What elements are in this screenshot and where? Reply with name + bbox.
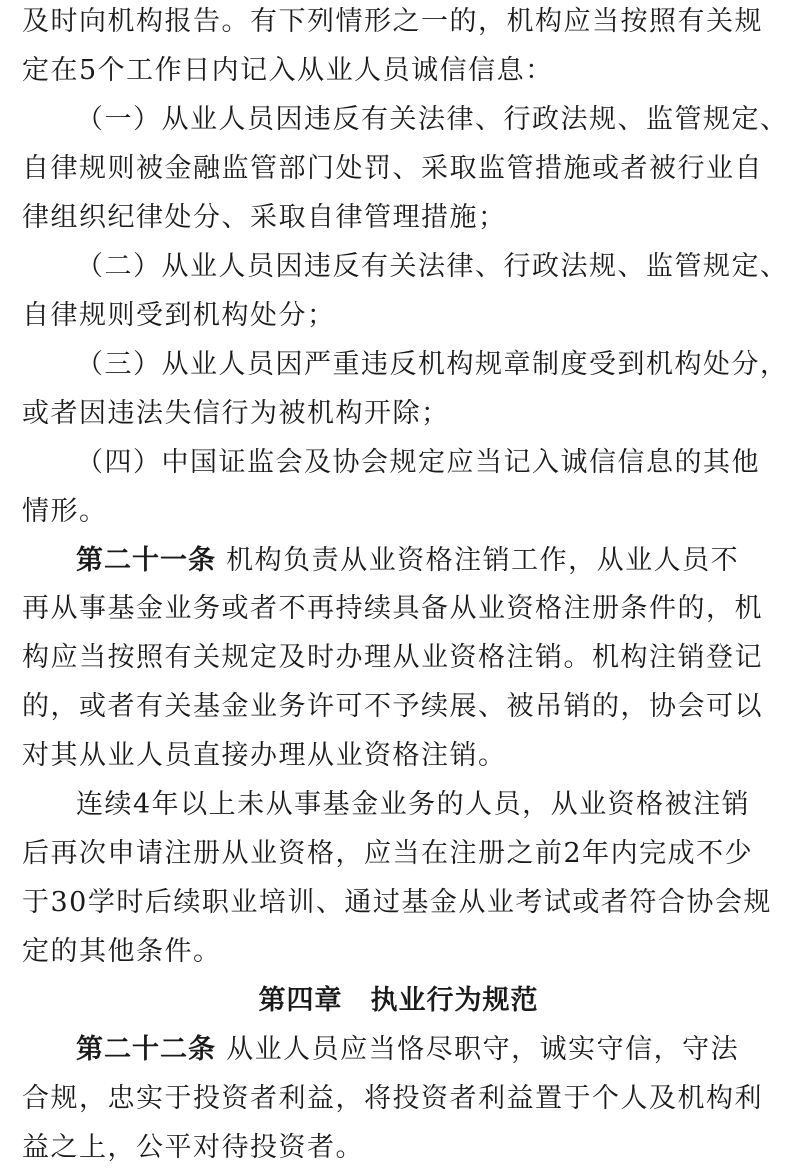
article-21-first-line	[76, 541, 782, 581]
text-line: 自律规则受到机构处分；	[22, 300, 336, 331]
text-line: 及时向机构报告。有下列情形之一的，机构应当按照有关规	[22, 6, 763, 37]
list-item-4: （四）中国证监会及协会规定应当记入诚信信息的其他	[76, 447, 760, 478]
list-item-2: （二）从业人员因违反有关法律、行政法规、监管规定、	[76, 251, 789, 282]
list-item-1: （一）从业人员因违反有关法律、行政法规、监管规定、	[76, 104, 789, 135]
text-line: 再从事基金业务或者不再持续具备从业资格注册条件的，机	[22, 593, 763, 624]
text-line: 情形。	[22, 496, 108, 527]
text-line: 后再次申请注册从业资格，应当在注册之前2年内完成不少	[22, 838, 754, 869]
text-line: 对其从业人员直接办理从业资格注销。	[22, 740, 507, 771]
article-text: 机构负责从业资格注销工作，从业人员不	[226, 545, 740, 576]
paragraph-first-line: 连续4年以上未从事基金业务的人员，从业资格被注销	[76, 789, 751, 820]
text-line: 益之上，公平对待投资者。	[22, 1132, 364, 1163]
text-line: 构应当按照有关规定及时办理从业资格注销。机构注销登记	[22, 642, 763, 673]
list-item-3: （三）从业人员因严重违反机构规章制度受到机构处分，	[76, 349, 789, 380]
text-line: 或者因违法失信行为被机构开除；	[22, 398, 450, 429]
text-line: 定在5个工作日内记入从业人员诚信信息：	[22, 55, 554, 86]
chapter-title: 执业行为规范	[370, 985, 539, 1016]
article-text: 从业人员应当恪尽职守，诚实守信，守法	[226, 1034, 740, 1065]
text-line: 律组织纪律处分、采取自律管理措施；	[22, 202, 507, 233]
text-line: 自律规则被金融监管部门处罚、采取监管措施或者被行业自	[22, 153, 763, 184]
chapter-heading	[0, 981, 797, 1021]
text-line: 定的其他条件。	[22, 936, 222, 967]
article-label: 第二十一条	[76, 545, 216, 576]
text-line: 于30学时后续职业培训、通过基金从业考试或者符合协会规	[22, 887, 772, 918]
text-line: 合规，忠实于投资者利益，将投资者利益置于个人及机构利	[22, 1083, 763, 1114]
article-label: 第二十二条	[76, 1034, 216, 1065]
text-line: 的，或者有关基金业务许可不予续展、被吊销的，协会可以	[22, 691, 763, 722]
chapter-number: 第四章	[258, 985, 343, 1016]
article-22-first-line	[76, 1030, 782, 1070]
